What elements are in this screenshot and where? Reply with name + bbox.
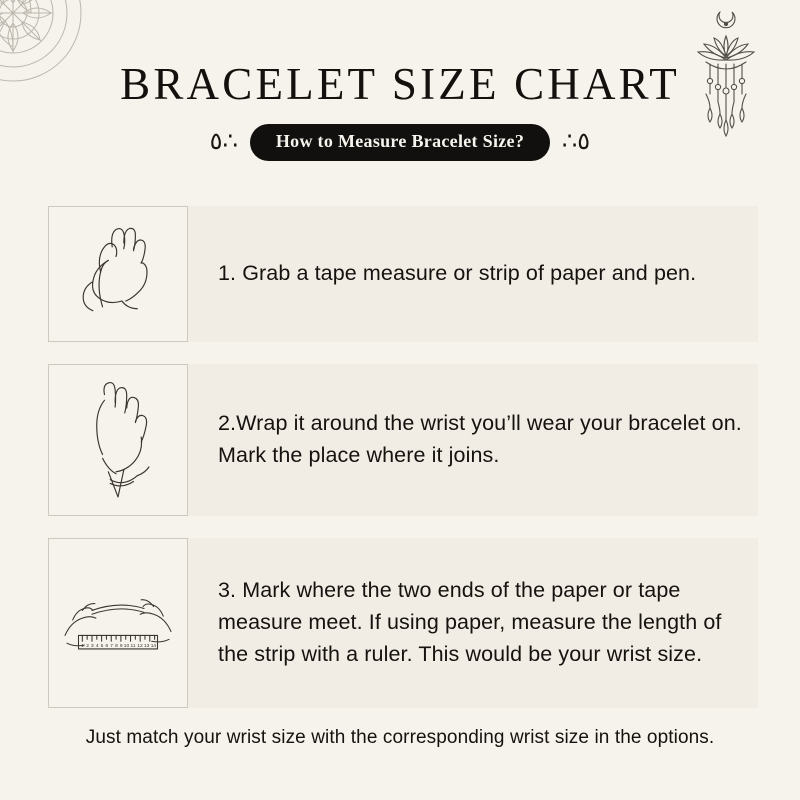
svg-text:11: 11 (130, 643, 136, 649)
step-2-figure (48, 364, 188, 516)
steps-list (48, 206, 758, 730)
page-title: BRACELET SIZE CHART (120, 59, 680, 109)
svg-text:13: 13 (144, 643, 150, 649)
hand-holding-tape-measure-icon (60, 214, 176, 335)
svg-text:7: 7 (110, 643, 113, 649)
svg-text:12: 12 (137, 643, 143, 649)
svg-text:2: 2 (86, 643, 89, 649)
flourish-left-icon: ٥∴ (209, 128, 238, 155)
step-3-figure (48, 538, 188, 708)
list-item (48, 364, 758, 516)
subtitle-badge: How to Measure Bracelet Size? (250, 124, 550, 161)
svg-text:5: 5 (100, 643, 104, 649)
step-1-figure (48, 206, 188, 342)
step-2-text: 2.Wrap it around the wrist you’ll wear your bracelet on. Mark the place where it joins. (218, 411, 742, 467)
hand-wrapping-tape-around-wrist-icon (60, 375, 176, 506)
step-1-text: 1. Grab a tape measure or strip of paper and pen. (218, 261, 697, 286)
svg-text:9: 9 (119, 643, 123, 649)
svg-text:1: 1 (81, 643, 85, 649)
svg-text:8: 8 (115, 643, 118, 649)
hands-measuring-strip-with-ruler-icon (55, 568, 181, 679)
step-3-text: 3. Mark where the two ends of the paper or tape measure meet. If using paper, measure the length of the strip with a ruler. This would be your wrist size. (218, 578, 722, 666)
footer-note: Just match your wrist size with the corresponding wrist size in the options. (85, 727, 715, 748)
flourish-right-icon: ٥∴ (562, 128, 591, 155)
list-item (48, 538, 758, 708)
svg-text:6: 6 (105, 643, 109, 649)
subtitle-row (0, 124, 800, 161)
svg-text:4: 4 (95, 643, 99, 649)
svg-text:10: 10 (123, 643, 130, 649)
list-item (48, 206, 758, 342)
svg-text:3: 3 (91, 643, 94, 649)
svg-text:14: 14 (150, 643, 157, 649)
